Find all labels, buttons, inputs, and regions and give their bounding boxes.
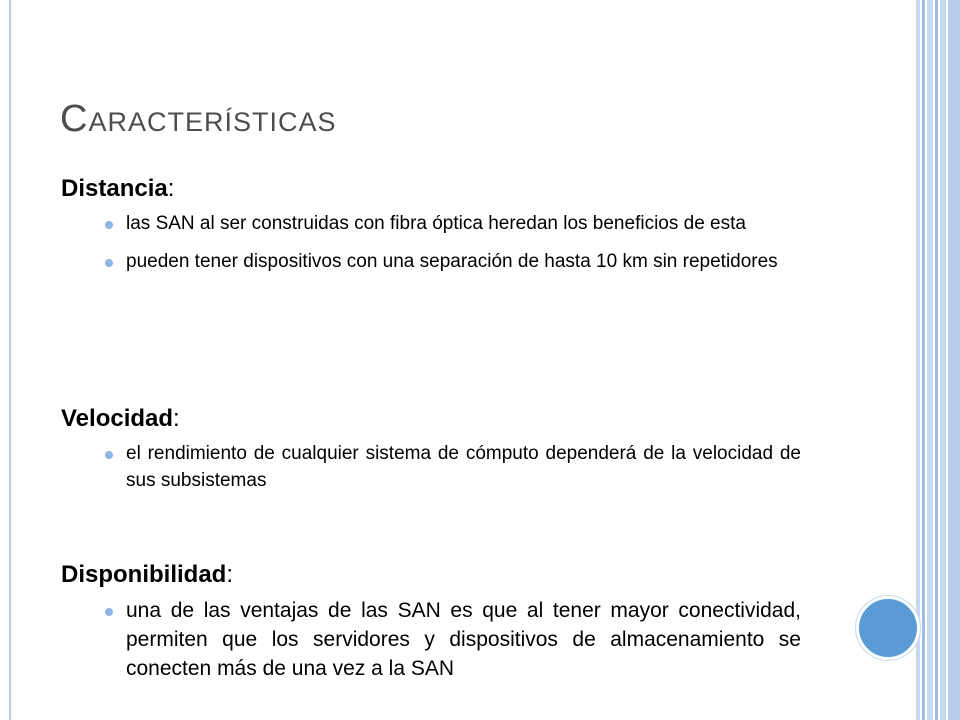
- bullet-list: [61, 596, 801, 683]
- list-item: [61, 440, 801, 494]
- right-decoration-stripes: [916, 0, 960, 720]
- circle-decoration: [856, 596, 920, 660]
- section-heading: [61, 174, 801, 204]
- heading-text: Disponibilidad: [61, 561, 227, 588]
- section-distancia: [61, 174, 801, 404]
- list-item: [61, 210, 801, 237]
- bullet-dot-icon: [105, 221, 113, 229]
- heading-text: Velocidad: [61, 405, 174, 432]
- stripe: [916, 0, 920, 720]
- list-item: [61, 248, 801, 275]
- bullet-list: [61, 210, 801, 275]
- stripe: [927, 0, 933, 720]
- bullet-text: una de las ventajas de las SAN es que al tener mayor conectividad, permiten que los servidores y dispositivos de almacenamiento se conecten más de una vez a la SAN: [126, 599, 801, 680]
- stripe: [940, 0, 946, 720]
- bullet-dot-icon: [105, 608, 113, 616]
- list-item: [61, 596, 801, 683]
- section-heading: [61, 404, 801, 434]
- stripe: [935, 0, 938, 720]
- bullet-text: el rendimiento de cualquier sistema de cómputo dependerá de la velocidad de sus subsistemas: [126, 443, 801, 491]
- heading-colon: :: [173, 405, 180, 432]
- bullet-dot-icon: [105, 259, 113, 267]
- bullet-text: pueden tener dispositivos con una separación de hasta 10 km sin repetidores: [126, 251, 778, 272]
- stripe: [922, 0, 925, 720]
- bullet-dot-icon: [105, 451, 113, 459]
- bullet-text: las SAN al ser construidas con fibra óptica heredan los beneficios de esta: [126, 213, 746, 234]
- slide-title: Características: [60, 98, 337, 140]
- stripe: [948, 0, 960, 720]
- slide-content: [61, 174, 801, 694]
- section-disponibilidad: [61, 560, 801, 683]
- heading-colon: :: [226, 561, 233, 588]
- heading-colon: :: [167, 175, 175, 202]
- heading-text: Distancia: [61, 175, 168, 202]
- section-velocidad: [61, 404, 801, 560]
- bullet-list: [61, 440, 801, 494]
- left-border-line: [9, 0, 11, 720]
- section-heading: [61, 560, 801, 590]
